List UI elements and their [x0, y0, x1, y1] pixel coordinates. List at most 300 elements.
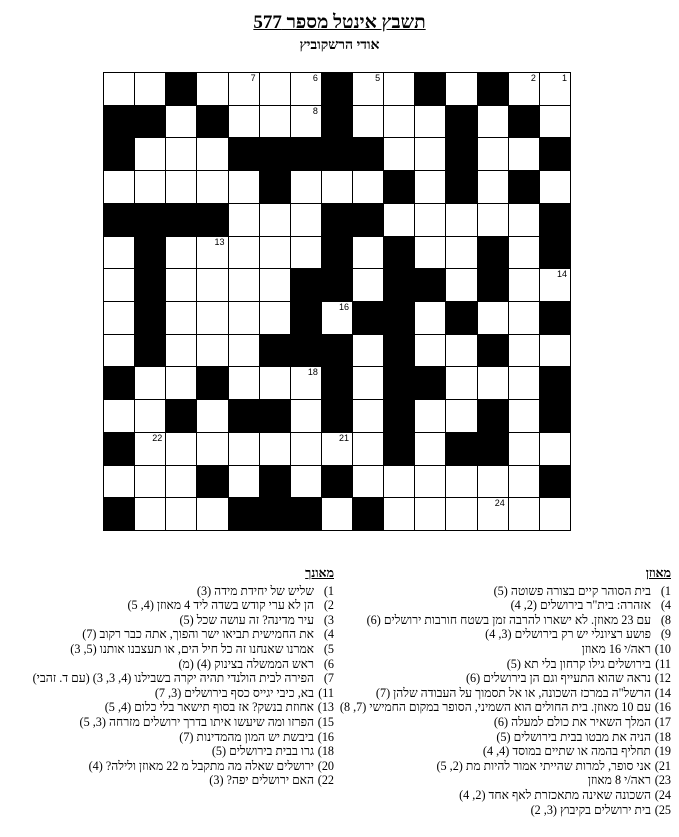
black-cell [321, 366, 353, 400]
clue-text: אמרנו שאנחנו זה כל חיל הים, או תעצבנו אותנו (5, 3) [70, 641, 314, 656]
across-clue [341, 773, 671, 788]
black-cell [445, 137, 477, 171]
down-clues [4, 566, 334, 788]
letter-cell[interactable] [103, 170, 135, 204]
across-clue [341, 730, 671, 745]
letter-cell[interactable] [477, 366, 509, 400]
clue-number: 22 [152, 432, 163, 443]
clue-text: בא, כיבי יגייס כסף בירושלים (3, 7) [154, 685, 314, 700]
black-cell [165, 203, 197, 237]
black-cell [290, 268, 322, 302]
down-clue [4, 671, 334, 686]
letter-cell[interactable] [383, 72, 415, 106]
letter-cell[interactable] [414, 432, 446, 466]
across-clue [341, 803, 671, 818]
clue-index: 4) [323, 627, 334, 642]
clue-number: 15 [432, 269, 443, 280]
letter-cell[interactable] [352, 268, 384, 302]
clue-number: 25 [276, 498, 287, 509]
letter-cell[interactable] [228, 432, 260, 466]
letter-cell[interactable] [196, 432, 228, 466]
black-cell [383, 170, 415, 204]
black-cell [352, 301, 384, 335]
black-cell [539, 203, 571, 237]
black-cell [259, 497, 291, 531]
letter-cell[interactable] [352, 170, 384, 204]
letter-cell[interactable] [445, 334, 477, 368]
letter-cell[interactable] [228, 170, 260, 204]
clue-index: 1) [323, 583, 334, 598]
letter-cell[interactable] [165, 301, 197, 335]
clue-number: 21 [339, 432, 350, 443]
black-cell [508, 170, 540, 204]
black-cell [103, 137, 135, 171]
letter-cell[interactable] [414, 465, 446, 499]
letter-cell[interactable] [321, 497, 353, 531]
letter-cell[interactable] [445, 366, 477, 400]
letter-cell[interactable] [290, 399, 322, 433]
clue-index: 13) [317, 700, 334, 715]
letter-cell[interactable] [508, 497, 540, 531]
clue-text: השכונה שאינה מתאכזרת לאף אחד (2, 4) [459, 787, 651, 802]
letter-cell[interactable] [445, 203, 477, 237]
letter-cell[interactable] [445, 236, 477, 270]
letter-cell[interactable] [196, 72, 228, 106]
clue-index: 23) [654, 773, 671, 788]
letter-cell[interactable] [165, 105, 197, 139]
black-cell [321, 399, 353, 433]
black-cell [383, 268, 415, 302]
letter-cell[interactable] [290, 105, 322, 139]
black-cell [103, 432, 135, 466]
clue-number: 8 [312, 105, 318, 116]
letter-cell[interactable] [414, 203, 446, 237]
letter-cell[interactable] [165, 170, 197, 204]
letter-cell[interactable] [539, 334, 571, 368]
letter-cell[interactable] [383, 105, 415, 139]
clue-number: 16 [339, 302, 350, 312]
black-cell [228, 137, 260, 171]
clue-text: ראה/י 8 מאוזן [587, 773, 651, 788]
letter-cell[interactable] [539, 497, 571, 531]
black-cell [290, 137, 322, 171]
letter-cell[interactable] [196, 399, 228, 433]
clue-number: 5 [375, 73, 381, 83]
letter-cell[interactable] [352, 105, 384, 139]
clue-number: 17 [494, 334, 505, 345]
down-heading: מאונך [305, 566, 334, 580]
clue-index: 6) [323, 656, 334, 671]
clue-index: 24) [654, 787, 671, 802]
letter-cell[interactable] [539, 170, 571, 204]
clue-index: 22) [317, 773, 334, 788]
down-clue [4, 744, 334, 759]
letter-cell[interactable] [228, 72, 260, 106]
black-cell [165, 399, 197, 433]
letter-cell[interactable] [477, 497, 509, 531]
black-cell [321, 465, 353, 499]
black-cell [321, 236, 353, 270]
down-clue [4, 700, 334, 715]
clue-text: נראה שהוא התעייף וגם הן בירושלים (6) [465, 671, 651, 686]
letter-cell[interactable] [228, 301, 260, 335]
letter-cell[interactable] [103, 236, 135, 270]
letter-cell[interactable] [445, 497, 477, 531]
letter-cell[interactable] [352, 399, 384, 433]
clue-number: 1 [561, 73, 567, 83]
clue-index: 3) [323, 612, 334, 627]
letter-cell[interactable] [228, 236, 260, 270]
letter-cell[interactable] [445, 399, 477, 433]
down-clue [4, 657, 334, 672]
clue-text: עם 23 מאוזן. לא ישארו להרבה זמן בשטח חורבות ירושלים (6) [366, 612, 651, 627]
letter-cell[interactable] [352, 72, 384, 106]
across-clue [341, 613, 671, 628]
letter-cell[interactable] [477, 170, 509, 204]
clue-index: 25) [654, 802, 671, 817]
black-cell [259, 465, 291, 499]
letter-cell[interactable] [134, 399, 166, 433]
letter-cell[interactable] [383, 497, 415, 531]
letter-cell[interactable] [103, 465, 135, 499]
letter-cell[interactable] [103, 301, 135, 335]
crossword-grid [103, 72, 570, 530]
clue-text: שליש של יחידת מידה (3) [196, 583, 314, 598]
letter-cell[interactable] [414, 105, 446, 139]
letter-cell[interactable] [165, 465, 197, 499]
clue-number: 7 [250, 73, 256, 83]
clue-index: 9) [660, 627, 671, 642]
letter-cell[interactable] [539, 432, 571, 466]
clue-index: 5) [323, 641, 334, 656]
black-cell [290, 301, 322, 335]
black-cell [383, 334, 415, 368]
clue-index: 4) [660, 598, 671, 613]
letter-cell[interactable] [477, 301, 509, 335]
letter-cell[interactable] [352, 334, 384, 368]
letter-cell[interactable] [134, 497, 166, 531]
clue-text: את החמישית תביאו ישר והפוך, אתה כבר רקוב (7) [82, 627, 314, 642]
letter-cell[interactable] [228, 334, 260, 368]
letter-cell[interactable] [134, 170, 166, 204]
black-cell [290, 334, 322, 368]
black-cell [321, 105, 353, 139]
black-cell [539, 301, 571, 335]
puzzle-author: אודי הרשקוביץ [299, 38, 380, 53]
clue-text: בית הסוהר קיים בצורה פשוטה (5) [493, 583, 651, 598]
black-cell [228, 497, 260, 531]
clue-text: ראה/י 16 מאוזן [581, 641, 651, 656]
black-cell [477, 268, 509, 302]
letter-cell[interactable] [508, 137, 540, 171]
letter-cell[interactable] [290, 432, 322, 466]
clue-index: 14) [654, 685, 671, 700]
letter-cell[interactable] [508, 236, 540, 270]
black-cell [321, 72, 353, 106]
clue-number: 2 [530, 73, 536, 83]
black-cell [539, 399, 571, 433]
clue-index: 16) [654, 700, 671, 715]
letter-cell[interactable] [165, 334, 197, 368]
letter-cell[interactable] [508, 399, 540, 433]
black-cell [321, 268, 353, 302]
letter-cell[interactable] [259, 301, 291, 335]
letter-cell[interactable] [196, 236, 228, 270]
clue-number: 9 [561, 138, 567, 149]
black-cell [445, 432, 477, 466]
black-cell [477, 236, 509, 270]
clue-text: אחוזת בנשק? אז בסוף תישאר בלי כלום (4, 5) [104, 700, 314, 715]
letter-cell[interactable] [290, 465, 322, 499]
letter-cell[interactable] [228, 203, 260, 237]
down-clue [4, 584, 334, 599]
letter-cell[interactable] [228, 366, 260, 400]
down-clue [4, 642, 334, 657]
letter-cell[interactable] [321, 301, 353, 335]
letter-cell[interactable] [228, 268, 260, 302]
black-cell [445, 301, 477, 335]
black-cell [134, 334, 166, 368]
letter-cell[interactable] [259, 105, 291, 139]
letter-cell[interactable] [134, 432, 166, 466]
letter-cell[interactable] [414, 399, 446, 433]
letter-cell[interactable] [196, 170, 228, 204]
across-clue [341, 657, 671, 672]
black-cell [508, 105, 540, 139]
black-cell [134, 203, 166, 237]
letter-cell[interactable] [414, 236, 446, 270]
black-cell [259, 170, 291, 204]
black-cell [477, 399, 509, 433]
letter-cell[interactable] [445, 268, 477, 302]
across-clue [341, 686, 671, 701]
black-cell [383, 432, 415, 466]
letter-cell[interactable] [321, 432, 353, 466]
black-cell [259, 399, 291, 433]
letter-cell[interactable] [445, 72, 477, 106]
letter-cell[interactable] [508, 301, 540, 335]
clue-number: 4 [437, 73, 443, 83]
across-clue [341, 788, 671, 803]
clue-number: 3 [499, 73, 505, 83]
letter-cell[interactable] [165, 236, 197, 270]
black-cell [103, 105, 135, 139]
clue-number: 6 [312, 73, 318, 83]
clue-index: 17) [654, 714, 671, 729]
black-cell [196, 366, 228, 400]
letter-cell[interactable] [103, 399, 135, 433]
clue-text: המלך השאיר את כולם למעלה (6) [493, 714, 651, 729]
clue-text: הפירה לבית הולנדי תהיה יקרה בשבילנו (4, 3, 3) (עם ד. זהבי) [32, 671, 314, 686]
letter-cell[interactable] [508, 268, 540, 302]
clue-index: 19) [654, 744, 671, 759]
letter-cell[interactable] [352, 465, 384, 499]
letter-cell[interactable] [352, 432, 384, 466]
clue-text: הן לא ערי קודש בשדה ליד 4 מאוזן (4, 5) [127, 598, 314, 613]
letter-cell[interactable] [103, 268, 135, 302]
black-cell [477, 334, 509, 368]
letter-cell[interactable] [508, 72, 540, 106]
black-cell [352, 497, 384, 531]
letter-cell[interactable] [134, 465, 166, 499]
black-cell [134, 268, 166, 302]
clue-text: אזהרה: בית"ר בירושלים (2, 4) [510, 598, 651, 613]
letter-cell[interactable] [165, 366, 197, 400]
letter-cell[interactable] [259, 72, 291, 106]
clue-index: 21) [654, 758, 671, 773]
black-cell [383, 366, 415, 400]
clue-text: תחליף בהמה או שתיים במוסד (4, 4) [482, 744, 651, 759]
letter-cell[interactable] [165, 268, 197, 302]
letter-cell[interactable] [477, 203, 509, 237]
across-clue [341, 700, 671, 715]
letter-cell[interactable] [259, 432, 291, 466]
black-cell [321, 137, 353, 171]
letter-cell[interactable] [165, 497, 197, 531]
letter-cell[interactable] [508, 334, 540, 368]
down-clue [4, 686, 334, 701]
letter-cell[interactable] [477, 137, 509, 171]
clue-number: 12 [401, 236, 412, 247]
black-cell [539, 366, 571, 400]
letter-cell[interactable] [352, 366, 384, 400]
letter-cell[interactable] [196, 497, 228, 531]
black-cell [259, 334, 291, 368]
letter-cell[interactable] [290, 170, 322, 204]
black-cell [196, 465, 228, 499]
letter-cell[interactable] [477, 105, 509, 139]
letter-cell[interactable] [508, 432, 540, 466]
letter-cell[interactable] [508, 203, 540, 237]
letter-cell[interactable] [414, 170, 446, 204]
clue-index: 15) [317, 714, 334, 729]
black-cell [445, 170, 477, 204]
across-clue [341, 744, 671, 759]
across-clue [341, 715, 671, 730]
down-clue [4, 613, 334, 628]
letter-cell[interactable] [134, 72, 166, 106]
clue-text: ירושלים שאלה מה מתקבל מ 22 מאוזן ולילה? (4) [88, 758, 314, 773]
across-clue [341, 671, 671, 686]
black-cell [321, 334, 353, 368]
black-cell [477, 72, 509, 106]
black-cell [103, 366, 135, 400]
clue-text: עם 10 מאוזן. בית החולים הוא השמיני, הסופר במקום החמישי (7, 8) [339, 700, 651, 715]
clue-text: גרו בבית בירושלים (5) [211, 744, 314, 759]
letter-cell[interactable] [103, 334, 135, 368]
black-cell [321, 203, 353, 237]
letter-cell[interactable] [508, 366, 540, 400]
clue-index: 2) [323, 598, 334, 613]
letter-cell[interactable] [259, 236, 291, 270]
black-cell [134, 105, 166, 139]
black-cell [134, 236, 166, 270]
black-cell [196, 203, 228, 237]
letter-cell[interactable] [477, 465, 509, 499]
clue-text: בית ירושלים בקיבוץ (3, 2) [530, 802, 651, 817]
black-cell [290, 497, 322, 531]
black-cell [414, 366, 446, 400]
letter-cell[interactable] [321, 170, 353, 204]
letter-cell[interactable] [228, 465, 260, 499]
letter-cell[interactable] [414, 137, 446, 171]
black-cell [352, 137, 384, 171]
letter-cell[interactable] [290, 203, 322, 237]
clue-index: 16) [317, 729, 334, 744]
letter-cell[interactable] [539, 268, 571, 302]
letter-cell[interactable] [383, 137, 415, 171]
letter-cell[interactable] [134, 366, 166, 400]
black-cell [352, 203, 384, 237]
across-clue [341, 598, 671, 613]
clue-text: האם ירושלים יפה? (3) [209, 773, 314, 788]
down-clue [4, 715, 334, 730]
letter-cell[interactable] [228, 105, 260, 139]
black-cell [539, 236, 571, 270]
clue-number: 10 [401, 171, 412, 182]
letter-cell[interactable] [352, 236, 384, 270]
letter-cell[interactable] [290, 72, 322, 106]
letter-cell[interactable] [196, 301, 228, 335]
black-cell [228, 399, 260, 433]
letter-cell[interactable] [414, 301, 446, 335]
down-clue [4, 598, 334, 613]
black-cell [165, 72, 197, 106]
letter-cell[interactable] [103, 72, 135, 106]
letter-cell[interactable] [539, 72, 571, 106]
letter-cell[interactable] [259, 366, 291, 400]
letter-cell[interactable] [259, 268, 291, 302]
letter-cell[interactable] [414, 497, 446, 531]
letter-cell[interactable] [259, 203, 291, 237]
clue-text: ראש הממשלה בצינוק (4) (מ) [178, 656, 314, 671]
down-clue [4, 759, 334, 774]
across-clue [341, 759, 671, 774]
letter-cell[interactable] [196, 334, 228, 368]
black-cell [196, 105, 228, 139]
down-clue [4, 773, 334, 788]
across-heading: מאוזן [645, 566, 671, 580]
letter-cell[interactable] [165, 137, 197, 171]
letter-cell[interactable] [414, 334, 446, 368]
clue-text: הניה את מבטו בבית בירושלים (5) [496, 729, 651, 744]
letter-cell[interactable] [445, 465, 477, 499]
letter-cell[interactable] [383, 203, 415, 237]
black-cell [134, 301, 166, 335]
letter-cell[interactable] [539, 105, 571, 139]
across-clue [341, 642, 671, 657]
clue-text: ביבשת יש המון מהמדינות (7) [179, 729, 314, 744]
clue-text: פושע רציונלי יש רק בירושלים (3, 4) [485, 627, 651, 642]
clue-index: 11) [655, 656, 671, 671]
letter-cell[interactable] [165, 432, 197, 466]
clue-index: 11) [318, 685, 334, 700]
letter-cell[interactable] [290, 366, 322, 400]
clue-text: בירושלים גילו קרחון בלי תא (5) [506, 656, 651, 671]
letter-cell[interactable] [383, 465, 415, 499]
black-cell [103, 497, 135, 531]
letter-cell[interactable] [290, 236, 322, 270]
clue-number: 13 [214, 236, 225, 247]
down-clue [4, 627, 334, 642]
clue-index: 18) [317, 744, 334, 759]
letter-cell[interactable] [196, 268, 228, 302]
letter-cell[interactable] [196, 137, 228, 171]
letter-cell[interactable] [508, 465, 540, 499]
clue-index: 8) [660, 612, 671, 627]
letter-cell[interactable] [134, 137, 166, 171]
clue-index: 12) [654, 671, 671, 686]
